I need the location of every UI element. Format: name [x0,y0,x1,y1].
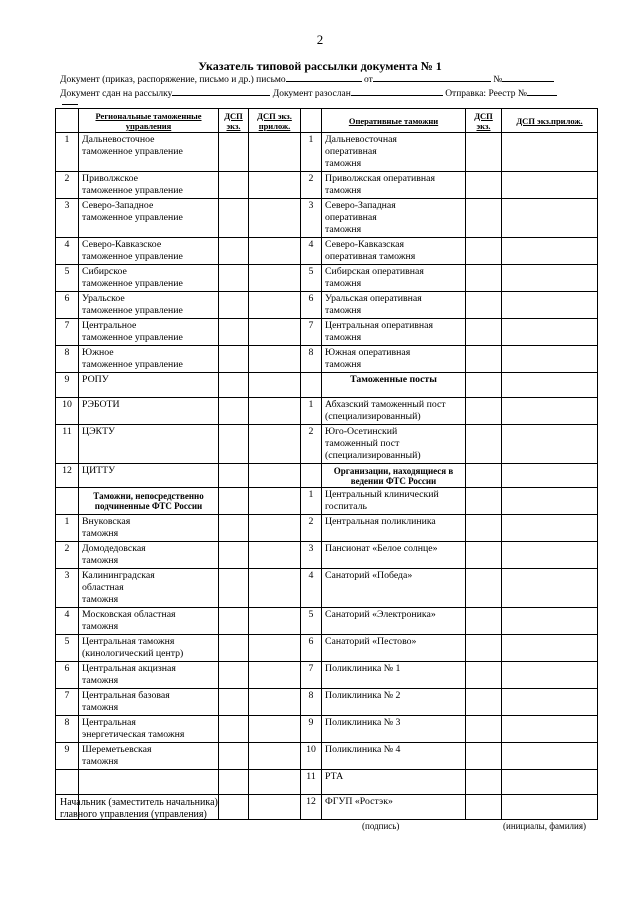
table-row [56,716,598,743]
row-number [301,373,322,398]
dsp-attachment-cell[interactable] [249,133,301,172]
table-row [56,542,598,569]
dsp-copies-cell[interactable] [219,172,249,199]
table-row [56,172,598,199]
dsp-attachment-cell[interactable] [249,662,301,689]
dsp-attachment-cell[interactable] [249,373,301,398]
date-label: от [364,75,373,85]
recipient-name: Центральная поликлиника [322,515,466,542]
recipient-name: РОПУ [79,373,219,398]
row-number: 8 [301,689,322,716]
dsp-copies-cell[interactable] [466,635,502,662]
header-right-dsp-prilozh: ДСП экз.прилож. [502,109,598,133]
row-number: 3 [301,542,322,569]
dsp-attachment-cell[interactable] [502,133,598,172]
dsp-copies-cell[interactable] [219,569,249,608]
table-row [56,515,598,542]
recipient-name: Центральная оперативная таможня [322,319,466,346]
row-number: 7 [301,662,322,689]
dsp-attachment-cell[interactable] [502,608,598,635]
dsp-attachment-cell[interactable] [502,569,598,608]
dsp-copies-cell[interactable] [466,743,502,770]
recipient-name: Санаторий «Электроника» [322,608,466,635]
recipient-name: Абхазский таможенный пост (специализированный) [322,398,466,425]
dsp-attachment-cell[interactable] [502,464,598,488]
dsp-attachment-cell[interactable] [249,319,301,346]
recipient-name: Северо-Кавказская оперативная таможня [322,238,466,265]
table-row [56,464,598,488]
dsp-copies-cell[interactable] [219,515,249,542]
recipient-name: РЭБОТИ [79,398,219,425]
table-row [56,292,598,319]
dsp-copies-cell[interactable] [219,770,249,795]
dsp-copies-cell[interactable] [466,488,502,515]
number-blank[interactable] [502,72,554,82]
recipient-name: Центральное таможенное управление [79,319,219,346]
row-number: 12 [56,464,79,488]
dsp-attachment-cell[interactable] [249,292,301,319]
row-number: 3 [301,199,322,238]
recipient-name: Северо-Западная оперативная таможня [322,199,466,238]
row-number: 11 [56,425,79,464]
dsp-copies-cell[interactable] [466,292,502,319]
dsp-copies-cell[interactable] [219,689,249,716]
recipient-name: ЦЭКТУ [79,425,219,464]
dsp-copies-cell[interactable] [219,542,249,569]
dsp-copies-cell[interactable] [219,662,249,689]
recipient-name: Дальневосточное таможенное управление [79,133,219,172]
dsp-copies-cell[interactable] [219,292,249,319]
row-number: 9 [56,743,79,770]
dsp-attachment-cell[interactable] [502,238,598,265]
signature-subtitle: главного управления (управления) [60,809,207,820]
document-title: Указатель типовой рассылки документа № 1 [198,59,442,73]
table-row [56,133,598,172]
recipient-name: Северо-Кавказское таможенное управление [79,238,219,265]
dsp-copies-cell[interactable] [219,464,249,488]
dsp-attachment-cell[interactable] [249,743,301,770]
customs-posts-header: Таможенные посты [322,373,466,398]
dsp-attachment-cell[interactable] [502,425,598,464]
dsp-attachment-cell[interactable] [249,398,301,425]
dsp-copies-cell[interactable] [219,635,249,662]
table-row [56,199,598,238]
row-number: 8 [56,716,79,743]
dsp-copies-cell[interactable] [466,172,502,199]
recipient-name: Поликлиника № 1 [322,662,466,689]
dsp-attachment-cell[interactable] [502,346,598,373]
dsp-attachment-cell[interactable] [502,488,598,515]
dsp-attachment-cell[interactable] [249,716,301,743]
recipient-name: Сибирское таможенное управление [79,265,219,292]
row-number: 8 [301,346,322,373]
submitted-blank[interactable] [172,86,270,96]
row-number: 2 [56,172,79,199]
dsp-copies-cell[interactable] [219,488,249,515]
dsp-attachment-cell[interactable] [249,542,301,569]
dsp-attachment-cell[interactable] [249,199,301,238]
name-caption: (инициалы, фамилия) [503,821,586,831]
dsp-copies-cell[interactable] [466,464,502,488]
registry-blank[interactable] [527,86,557,96]
dsp-copies-cell[interactable] [466,608,502,635]
dsp-copies-cell[interactable] [466,716,502,743]
dsp-attachment-cell[interactable] [249,515,301,542]
recipient-name: Юго-Осетинский таможенный пост (специализированный) [322,425,466,464]
dsp-attachment-cell[interactable] [249,795,301,820]
recipient-name: Калининградская областная таможня [79,569,219,608]
recipient-name: Внуковская таможня [79,515,219,542]
dsp-attachment-cell[interactable] [502,635,598,662]
header-dsp-prilozh: ДСП экз. прилож. [249,109,301,133]
dsp-copies-cell[interactable] [466,770,502,795]
recipient-name: Центральная энергетическая таможня [79,716,219,743]
recipient-name: Пансионат «Белое солнце» [322,542,466,569]
dsp-copies-cell[interactable] [466,238,502,265]
recipient-name: Дальневосточная оперативная таможня [322,133,466,172]
row-number: 4 [56,238,79,265]
table-row [56,770,598,795]
recipient-name: Уральское таможенное управление [79,292,219,319]
row-number: 9 [56,373,79,398]
recipient-name: Сибирская оперативная таможня [322,265,466,292]
dsp-copies-cell[interactable] [219,795,249,820]
header-operative: Оперативные таможни [322,109,466,133]
recipient-name: Поликлиника № 4 [322,743,466,770]
row-number [56,488,79,515]
dsp-copies-cell[interactable] [466,689,502,716]
table-row [56,743,598,770]
row-number: 7 [301,319,322,346]
table-row [56,635,598,662]
recipient-name: Домодедовская таможня [79,542,219,569]
sent-blank[interactable] [351,86,443,96]
row-number: 1 [56,133,79,172]
row-number: 2 [56,542,79,569]
row-number: 1 [301,133,322,172]
signature-line[interactable] [307,819,414,820]
row-number: 9 [301,716,322,743]
row-number: 10 [301,743,322,770]
row-number: 7 [56,689,79,716]
dsp-copies-cell[interactable] [219,425,249,464]
dsp-attachment-cell[interactable] [502,319,598,346]
dsp-attachment-cell[interactable] [502,743,598,770]
row-number: 6 [56,662,79,689]
header-num-right [301,109,322,133]
dsp-copies-cell[interactable] [466,265,502,292]
row-number: 4 [301,569,322,608]
registry-label: Отправка: Реестр № [445,89,527,99]
dsp-attachment-cell[interactable] [249,172,301,199]
dsp-attachment-cell[interactable] [502,199,598,238]
row-number: 3 [56,199,79,238]
dsp-copies-cell[interactable] [466,569,502,608]
dsp-copies-cell[interactable] [466,319,502,346]
recipient-name: Центральный клинический госпиталь [322,488,466,515]
dsp-copies-cell[interactable] [219,319,249,346]
row-number: 2 [301,172,322,199]
table-row [56,346,598,373]
dsp-attachment-cell[interactable] [502,398,598,425]
recipient-name: Приволжская оперативная таможня [322,172,466,199]
row-number: 12 [301,795,322,820]
row-number [301,464,322,488]
header-regional: Региональные таможенные управления [79,109,219,133]
dsp-copies-cell[interactable] [219,199,249,238]
dsp-copies-cell[interactable] [466,373,502,398]
submitted-label: Документ сдан на рассылку [60,89,173,99]
number-label: № [493,75,503,85]
recipient-name: Шереметьевская таможня [79,743,219,770]
dsp-attachment-cell[interactable] [249,608,301,635]
table-row [56,488,598,515]
dsp-copies-cell[interactable] [466,398,502,425]
row-number: 6 [301,635,322,662]
dsp-attachment-cell[interactable] [249,770,301,795]
dsp-attachment-cell[interactable] [502,689,598,716]
dsp-attachment-cell[interactable] [249,265,301,292]
dsp-attachment-cell[interactable] [249,425,301,464]
divider [62,104,78,105]
row-number: 5 [301,608,322,635]
dsp-copies-cell[interactable] [219,608,249,635]
header-dsp-ekz: ДСП экз. [219,109,249,133]
dsp-copies-cell[interactable] [466,425,502,464]
recipient-name: Центральная акцизная таможня [79,662,219,689]
dsp-attachment-cell[interactable] [249,635,301,662]
dsp-copies-cell[interactable] [219,373,249,398]
recipient-name: РТА [322,770,466,795]
table-header-row [56,109,598,133]
table-row [56,689,598,716]
document-name-blank[interactable] [286,72,362,82]
dsp-copies-cell[interactable] [466,515,502,542]
dsp-copies-cell[interactable] [466,662,502,689]
dsp-copies-cell[interactable] [219,133,249,172]
row-number: 5 [56,265,79,292]
dsp-copies-cell[interactable] [219,265,249,292]
document-type-label: Документ (приказ, распоряжение, письмо и др.) письмо [60,75,286,85]
dsp-attachment-cell[interactable] [249,346,301,373]
row-number: 5 [56,635,79,662]
table-row [56,662,598,689]
row-number: 1 [301,488,322,515]
row-number: 3 [56,569,79,608]
recipient-name: Северо-Западное таможенное управление [79,199,219,238]
row-number: 1 [301,398,322,425]
dsp-copies-cell[interactable] [466,346,502,373]
table-row [56,425,598,464]
dsp-copies-cell[interactable] [466,542,502,569]
signature-title: Начальник (заместитель начальника) [60,797,218,808]
dsp-copies-cell[interactable] [219,743,249,770]
row-number: 4 [56,608,79,635]
recipient-name [79,770,219,795]
row-number: 2 [301,515,322,542]
recipient-name: Санаторий «Пестово» [322,635,466,662]
header-right-dsp-ekz: ДСП экз. [466,109,502,133]
table-row [56,319,598,346]
recipient-name: Центральная базовая таможня [79,689,219,716]
table-row [56,373,598,398]
page-number: 2 [316,32,324,47]
dsp-attachment-cell[interactable] [502,662,598,689]
dsp-attachment-cell[interactable] [249,238,301,265]
sent-label: Документ разослан [272,89,351,99]
table-row [56,265,598,292]
dsp-attachment-cell[interactable] [502,172,598,199]
recipient-name: Уральская оперативная таможня [322,292,466,319]
dsp-attachment-cell[interactable] [249,488,301,515]
row-number: 4 [301,238,322,265]
recipient-name: Поликлиника № 3 [322,716,466,743]
dsp-copies-cell[interactable] [219,238,249,265]
row-number: 6 [301,292,322,319]
dsp-copies-cell[interactable] [219,716,249,743]
row-number: 7 [56,319,79,346]
table-row [56,398,598,425]
dsp-copies-cell[interactable] [219,346,249,373]
recipient-name: Южная оперативная таможня [322,346,466,373]
row-number: 6 [56,292,79,319]
document-meta-line [60,72,554,85]
mailing-table [55,108,598,820]
recipient-name: Московская областная таможня [79,608,219,635]
date-blank[interactable] [373,72,491,82]
recipient-name: Санаторий «Победа» [322,569,466,608]
dsp-copies-cell[interactable] [219,398,249,425]
recipient-name: Приволжское таможенное управление [79,172,219,199]
signature-caption: (подпись) [362,821,400,831]
table-row [56,569,598,608]
dsp-copies-cell[interactable] [466,795,502,820]
table-row [56,608,598,635]
dsp-attachment-cell[interactable] [502,515,598,542]
recipient-name: ЦИТТУ [79,464,219,488]
row-number: 2 [301,425,322,464]
row-number: 5 [301,265,322,292]
dsp-attachment-cell[interactable] [502,770,598,795]
organizations-header: Организации, находящиеся в ведении ФТС России [322,464,466,488]
dsp-copies-cell[interactable] [466,133,502,172]
row-number: 10 [56,398,79,425]
recipient-name: Поликлиника № 2 [322,689,466,716]
row-number: 8 [56,346,79,373]
dispatch-meta-line [60,86,557,99]
row-number: 11 [301,770,322,795]
dsp-attachment-cell[interactable] [502,265,598,292]
recipient-name: Южное таможенное управление [79,346,219,373]
table-row [56,238,598,265]
row-number: 1 [56,515,79,542]
dsp-attachment-cell[interactable] [249,569,301,608]
dsp-attachment-cell[interactable] [249,464,301,488]
row-number [56,770,79,795]
recipient-name: ФГУП «Ростэк» [322,795,466,820]
directly-subordinate-header: Таможни, непосредственно подчиненные ФТС России [79,488,219,515]
dsp-attachment-cell[interactable] [502,542,598,569]
dsp-attachment-cell[interactable] [502,795,598,820]
dsp-copies-cell[interactable] [466,199,502,238]
dsp-attachment-cell[interactable] [502,373,598,398]
recipient-name: Центральная таможня (кинологический центр) [79,635,219,662]
header-num-left [56,109,79,133]
dsp-attachment-cell[interactable] [249,689,301,716]
dsp-attachment-cell[interactable] [502,292,598,319]
dsp-attachment-cell[interactable] [502,716,598,743]
